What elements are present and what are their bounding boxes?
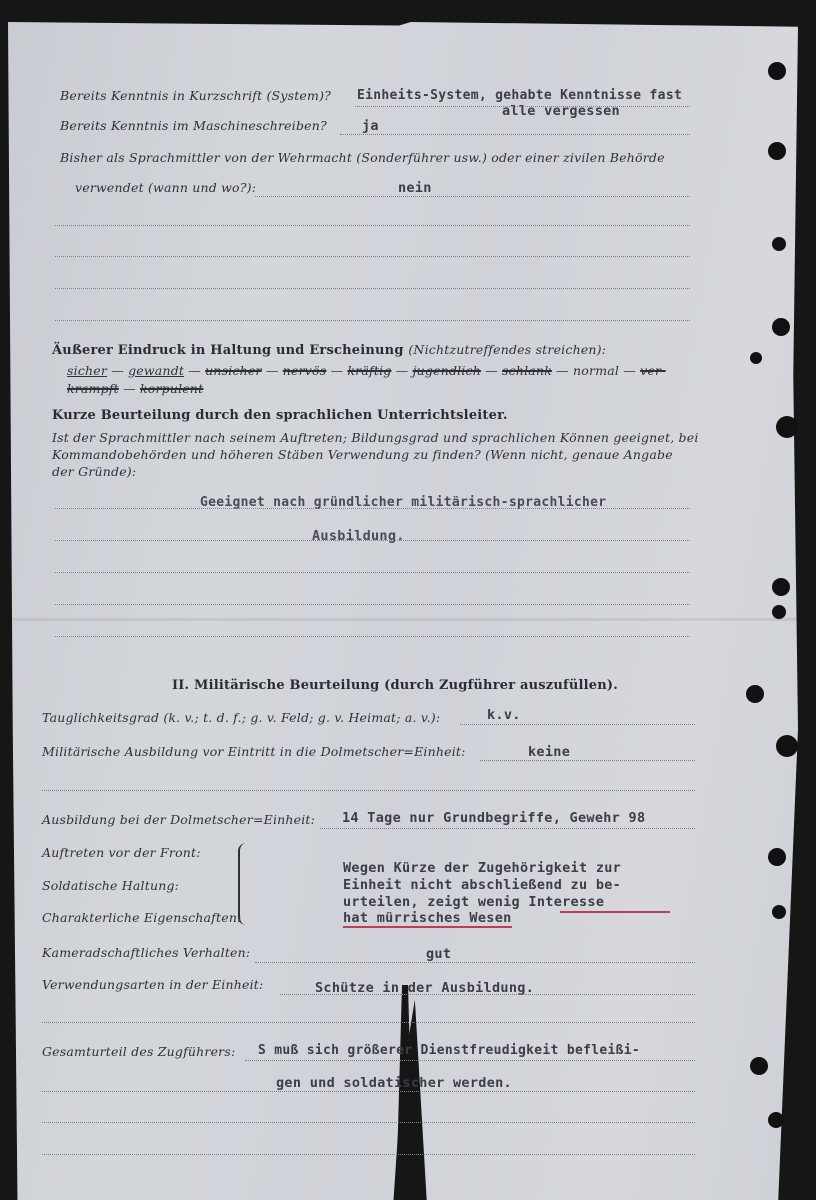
page-fold xyxy=(8,618,798,621)
punch-hole xyxy=(746,685,764,703)
option-normal: normal xyxy=(573,363,620,378)
answer-line xyxy=(55,288,690,289)
auftreten-label: Auftreten vor der Front: xyxy=(42,845,201,860)
answer-line xyxy=(55,508,690,509)
punch-hole xyxy=(772,905,786,919)
answer-line xyxy=(42,1122,695,1123)
option-sicher: sicher xyxy=(67,363,108,378)
punch-hole xyxy=(768,1112,784,1128)
eindruck-options-cont: krampft — korpulent xyxy=(67,381,204,396)
beurteilung-question: Kommandobehörden und höheren Stäben Verwendung zu finden? (Wenn nicht, genaue Angabe xyxy=(52,447,673,462)
answer-line xyxy=(42,1154,695,1155)
punch-hole xyxy=(768,62,786,80)
maschine-value: ja xyxy=(362,118,379,134)
brace-text: Wegen Kürze der Zugehörigkeit zur xyxy=(343,860,622,876)
option-verkrampft: ver- xyxy=(640,363,666,378)
kurzschrift-value: Einheits-System, gehabte Kenntnisse fast xyxy=(357,88,683,103)
answer-line xyxy=(255,196,690,197)
maschine-label: Bereits Kenntnis im Maschineschreiben? xyxy=(60,118,327,133)
option-nervoes: nervös xyxy=(282,363,327,378)
verwendung-value: Schütze in der Ausbildung. xyxy=(315,980,535,996)
brace-text: urteilen, zeigt wenig Interesse xyxy=(343,894,605,910)
punch-hole xyxy=(772,578,790,596)
eindruck-note: (Nichtzutreffendes streichen): xyxy=(408,342,607,357)
option-schlank: schlank xyxy=(502,363,552,378)
answer-line xyxy=(55,540,690,541)
answer-line xyxy=(480,760,695,761)
punch-hole xyxy=(776,735,798,757)
answer-line xyxy=(55,225,690,226)
answer-line xyxy=(55,572,690,573)
tauglichkeit-value: k.v. xyxy=(487,707,521,723)
verwendung-label: Verwendungsarten in der Einheit: xyxy=(42,977,264,992)
answer-line xyxy=(55,604,690,605)
eindruck-heading xyxy=(52,342,606,358)
answer-line xyxy=(280,994,695,995)
red-underline xyxy=(560,911,670,913)
punch-hole xyxy=(772,605,786,619)
punch-hole xyxy=(768,848,786,866)
eindruck-title: Äußerer Eindruck in Haltung und Erscheinung xyxy=(52,343,404,358)
punch-hole xyxy=(772,237,786,251)
brace-text: hat mürrisches Wesen xyxy=(343,910,512,926)
answer-line xyxy=(42,1091,695,1092)
option-unsicher: unsicher xyxy=(205,363,262,378)
punch-hole xyxy=(772,318,790,336)
gesamt-value: S muß sich größerer Dienstfreudigkeit befleißi- xyxy=(258,1043,640,1058)
answer-line xyxy=(340,134,690,135)
answer-line xyxy=(42,1022,695,1023)
answer-line xyxy=(460,724,695,725)
beurteilung-answer: Geeignet nach gründlicher militärisch-sprachlicher xyxy=(200,495,607,510)
verwendet-label: verwendet (wann und wo?): xyxy=(75,180,257,195)
punch-hole xyxy=(750,352,762,364)
sprachmittler-label: Bisher als Sprachmittler von der Wehrmacht (Sonderführer usw.) oder einer zivilen Behörde xyxy=(60,150,665,165)
ausbildung-vor-value: keine xyxy=(528,744,571,760)
beurteilung-question: Ist der Sprachmittler nach seinem Auftreten; Bildungsgrad und sprachlichen Können geeignet, bei xyxy=(52,430,699,445)
option-korpulent: korpulent xyxy=(139,381,204,396)
gesamt-value-cont: gen und soldatischer werden. xyxy=(276,1075,512,1091)
beurteilung-answer-cont: Ausbildung. xyxy=(312,528,405,544)
beurteilung-question: der Gründe): xyxy=(52,464,137,479)
option-kraeftig: kräftig xyxy=(347,363,392,378)
brace-text: Einheit nicht abschließend zu be- xyxy=(343,877,622,893)
verwendet-value: nein xyxy=(398,180,432,196)
section2-heading: II. Militärische Beurteilung (durch Zugführer auszufüllen). xyxy=(172,678,618,693)
answer-line xyxy=(42,790,695,791)
answer-line xyxy=(245,1060,695,1061)
kurzschrift-label: Bereits Kenntnis in Kurzschrift (System)? xyxy=(60,88,332,103)
eindruck-options: sicher — gewandt — unsicher — nervös — kräftig — jugendlich — schlank — normal — ver- xyxy=(67,363,666,378)
kamerad-label: Kameradschaftliches Verhalten: xyxy=(42,945,251,960)
kurzschrift-value-cont: alle vergessen xyxy=(502,103,620,119)
punch-hole xyxy=(750,1057,768,1075)
charakter-label: Charakterliche Eigenschaften: xyxy=(42,910,242,925)
beurteilung-heading: Kurze Beurteilung durch den sprachlichen Unterrichtsleiter. xyxy=(52,408,508,423)
ausbildung-bei-value: 14 Tage nur Grundbegriffe, Gewehr 98 xyxy=(342,810,646,826)
answer-line xyxy=(55,256,690,257)
punch-hole xyxy=(776,416,798,438)
option-gewandt: gewandt xyxy=(128,363,185,378)
option-verkrampft-cont: krampft xyxy=(67,381,119,396)
tauglichkeit-label: Tauglichkeitsgrad (k. v.; t. d. f.; g. v. Feld; g. v. Heimat; a. v.): xyxy=(42,710,441,725)
ausbildung-vor-label: Militärische Ausbildung vor Eintritt in die Dolmetscher=Einheit: xyxy=(42,744,466,759)
answer-line xyxy=(55,636,690,637)
answer-line xyxy=(55,320,690,321)
kamerad-value: gut xyxy=(426,946,452,962)
answer-line xyxy=(320,828,695,829)
answer-line xyxy=(255,962,695,963)
haltung-label: Soldatische Haltung: xyxy=(42,878,180,893)
ausbildung-bei-label: Ausbildung bei der Dolmetscher=Einheit: xyxy=(42,812,316,827)
answer-line xyxy=(355,106,690,107)
option-jugendlich: jugendlich xyxy=(412,363,481,378)
gesamt-label: Gesamturteil des Zugführers: xyxy=(42,1044,236,1059)
punch-hole xyxy=(768,142,786,160)
